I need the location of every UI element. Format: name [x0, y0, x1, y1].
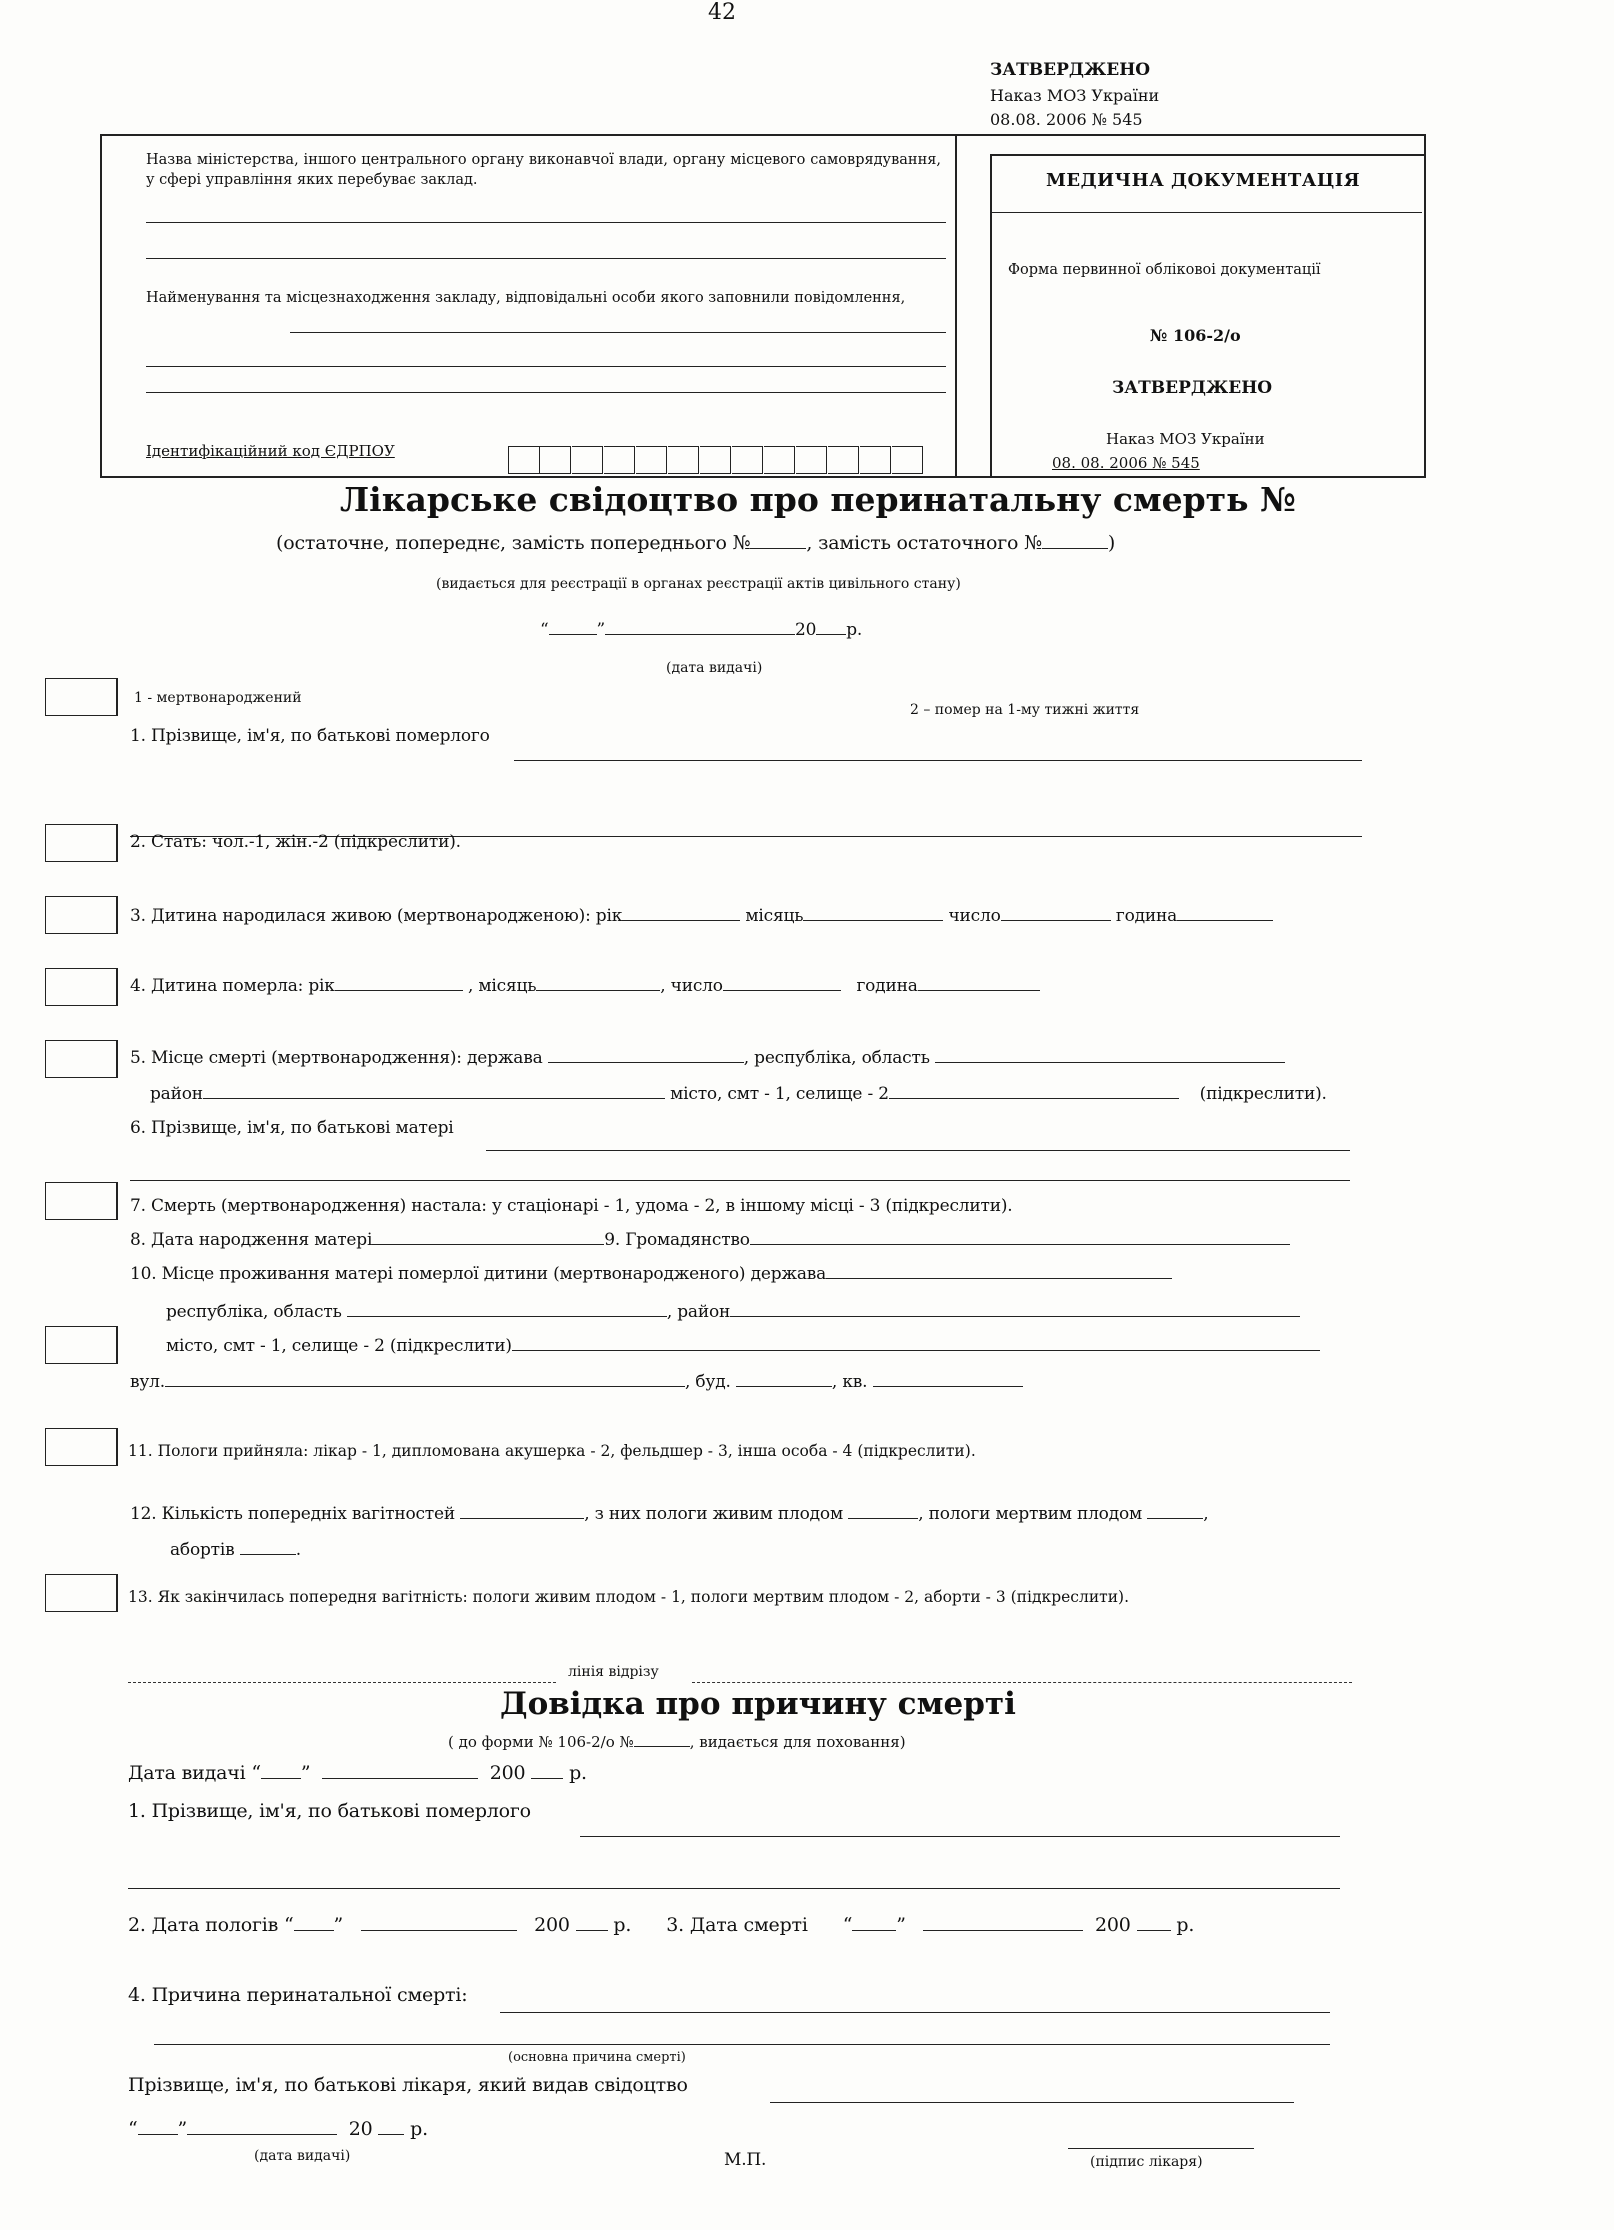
final-year-field[interactable] [378, 2120, 404, 2135]
code-box-4[interactable] [45, 968, 118, 1006]
apartment-field[interactable] [873, 1372, 1023, 1387]
field-4: 4. Дитина померла: рік , місяць , число година [130, 976, 1040, 996]
death-day-field-2[interactable] [852, 1916, 896, 1931]
edrpou-cell[interactable] [732, 446, 763, 474]
field-2-sex: 2. Стать: чол.-1, жін.-2 (підкреслити). [130, 832, 461, 852]
residence-country-field[interactable] [826, 1264, 1172, 1279]
code-box-11[interactable] [45, 1428, 118, 1466]
field-10-line-4: вул. , буд. , кв. [130, 1372, 1023, 1392]
field-13: 13. Як закінчилась попередня вагітність: пологи живим плодом - 1, пологи мертвим плодом - 2, аборти - 3 (підкреслити). [128, 1588, 1130, 1606]
mother-birthdate-field[interactable] [372, 1230, 604, 1245]
form-ref-number-field[interactable] [634, 1732, 690, 1747]
c2-field-4-line[interactable] [500, 2012, 1330, 2013]
code-box-5[interactable] [45, 1040, 118, 1078]
residence-district-field[interactable] [730, 1302, 1300, 1317]
institution-line-3[interactable] [146, 392, 946, 393]
doctor-line[interactable] [770, 2102, 1294, 2103]
cause-caption: (основна причина смерті) [508, 2050, 686, 2065]
residence-settlement-field[interactable] [512, 1336, 1320, 1351]
c2-issue-year-field[interactable] [531, 1764, 563, 1779]
c2-issue-day-field[interactable] [261, 1764, 301, 1779]
edrpou-cell[interactable] [636, 446, 667, 474]
final-number-field[interactable] [1042, 534, 1108, 549]
residence-region-field[interactable] [347, 1302, 667, 1317]
field-6-line-2[interactable] [130, 1180, 1350, 1181]
edrpou-cell[interactable] [572, 446, 603, 474]
ministry-label: Назва міністерства, іншого центрального органу виконавчої влади, органу місцевого самоврядування, у сфері управління яких перебуває заклад. [146, 152, 941, 188]
death-month-field[interactable] [536, 976, 660, 991]
delivery-day-field[interactable] [294, 1916, 334, 1931]
edrpou-cell[interactable] [604, 446, 635, 474]
certificate2-issue-date: Дата видачі “ ” 200 р. [128, 1762, 587, 1784]
died-first-week-option: 2 – помер на 1-му тижні життя [910, 702, 1140, 718]
approval-title: ЗАТВЕРДЖЕНО [990, 60, 1151, 80]
c2-field-1-line-2[interactable] [128, 1888, 1340, 1889]
edrpou-label: Ідентифікаційний код ЄДРПОУ [146, 442, 395, 460]
code-box-3[interactable] [45, 896, 118, 934]
signature-caption: (підпис лікаря) [1090, 2154, 1203, 2170]
citizenship-field[interactable] [750, 1230, 1290, 1245]
field-12-abortions: абортів . [170, 1540, 301, 1560]
right-order: Наказ МОЗ України [1106, 430, 1265, 448]
death-country-field[interactable] [548, 1048, 744, 1063]
previous-number-field[interactable] [750, 534, 806, 549]
institution-line-1[interactable] [290, 332, 946, 333]
c2-field-4-line-2[interactable] [154, 2044, 1330, 2045]
code-box-2[interactable] [45, 824, 118, 862]
edrpou-cell[interactable] [700, 446, 731, 474]
doctor-label: Прізвище, ім'я, по батькові лікаря, який видав свідоцтво [128, 2074, 688, 2096]
delivery-year-field[interactable] [576, 1916, 608, 1931]
certificate-title: Лікарське свідоцтво про перинатальну смерть № [340, 480, 1296, 519]
form-number: № 106-2/о [1150, 326, 1241, 345]
page-number: 42 [708, 0, 736, 25]
field-12: 12. Кількість попередніх вагітностей , з них пологи живим плодом , пологи мертвим плодом , [130, 1504, 1209, 1524]
cut-line-left [128, 1682, 556, 1683]
ministry-line-2[interactable] [146, 258, 946, 259]
form-label: Форма первинної обліковоі документації [1008, 262, 1321, 278]
street-field[interactable] [165, 1372, 685, 1387]
edrpou-cell[interactable] [796, 446, 827, 474]
death-region-field[interactable] [935, 1048, 1285, 1063]
code-box-13[interactable] [45, 1574, 118, 1612]
death-day-field[interactable] [723, 976, 841, 991]
c2-field-2: 2. Дата пологів “ ” 200 р. 3. Дата смерті “ ” 200 р. [128, 1914, 1195, 1936]
approval-order: Наказ МОЗ України [990, 86, 1160, 105]
delivery-month-field[interactable] [361, 1916, 517, 1931]
edrpou-cell[interactable] [892, 446, 923, 474]
issue-month-field[interactable] [605, 620, 795, 635]
final-month-field[interactable] [187, 2120, 337, 2135]
death-district-field[interactable] [203, 1084, 665, 1099]
field-10-line-3: місто, смт - 1, селище - 2 (підкреслити) [166, 1336, 1320, 1356]
institution-label: Найменування та місцезнаходження закладу, відповідальні особи якого заповнили повідомлення, [146, 290, 906, 306]
field-5-line-2: район місто, смт - 1, селище - 2 (підкреслити). [150, 1084, 1327, 1104]
header-right-box [990, 154, 1424, 476]
field-1-label: 1. Прізвище, ім'я, по батькові померлого [130, 726, 490, 746]
building-field[interactable] [736, 1372, 832, 1387]
death-month-field-2[interactable] [923, 1916, 1083, 1931]
field-6-line[interactable] [486, 1150, 1350, 1151]
subtitle-part-b: , замість остаточного № [806, 532, 1042, 554]
code-box-10[interactable] [45, 1326, 118, 1364]
header-divider [955, 134, 957, 476]
right-approved: ЗАТВЕРДЖЕНО [1112, 378, 1273, 398]
certificate2-title: Довідка про причину смерті [500, 1686, 1016, 1722]
cut-line-right [692, 1682, 1352, 1683]
code-box-1[interactable] [45, 678, 118, 716]
birth-month-field[interactable] [803, 906, 943, 921]
med-doc-label: МЕДИЧНА ДОКУМЕНТАЦІЯ [1046, 170, 1361, 191]
c2-field-1-line[interactable] [580, 1836, 1340, 1837]
header-right-rule [990, 212, 1422, 213]
ministry-line-1[interactable] [146, 222, 946, 223]
issue-day-field[interactable] [549, 620, 597, 635]
final-day-field[interactable] [138, 2120, 178, 2135]
edrpou-cell[interactable] [764, 446, 795, 474]
field-1-line[interactable] [514, 760, 1362, 761]
stamp-place: М.П. [724, 2150, 767, 2170]
certificate2-subtitle: ( до форми № 106-2/о № , видається для поховання) [448, 1733, 906, 1751]
stillborn-option: 1 - мертвонароджений [134, 690, 302, 706]
cut-line-label: лінія відрізу [568, 1664, 659, 1680]
field-5: 5. Місце смерті (мертвонародження): держава , республіка, область [130, 1048, 1285, 1068]
signature-line[interactable] [1068, 2148, 1254, 2149]
approval-date: 08.08. 2006 № 545 [990, 110, 1143, 129]
death-hour-field[interactable] [918, 976, 1040, 991]
death-year-field[interactable] [335, 976, 463, 991]
final-date-caption: (дата видачі) [254, 2148, 351, 2164]
edrpou-cell[interactable] [828, 446, 859, 474]
certificate-note: (видається для реєстрації в органах реєстрації актів цивільного стану) [436, 576, 961, 592]
code-box-7[interactable] [45, 1182, 118, 1220]
edrpou-cell[interactable] [540, 446, 571, 474]
c2-field-4-label: 4. Причина перинатальної смерті: [128, 1984, 468, 2006]
field-8-9: 8. Дата народження матері 9. Громадянство [130, 1230, 1290, 1250]
birth-year-field[interactable] [622, 906, 740, 921]
field-10-line-2: республіка, область , район [166, 1302, 1300, 1322]
stillbirths-field[interactable] [1147, 1504, 1203, 1519]
subtitle-part-a: (остаточне, попереднє, замість попереднього № [276, 532, 751, 554]
issue-date-caption: (дата видачі) [666, 660, 763, 676]
issue-date: “ ” 20 р. [540, 620, 863, 640]
previous-pregnancies-field[interactable] [460, 1504, 584, 1519]
institution-line-2[interactable] [146, 366, 946, 367]
death-settlement-field[interactable] [889, 1084, 1179, 1099]
birth-day-field[interactable] [1001, 906, 1111, 921]
subtitle-part-c: ) [1107, 532, 1116, 554]
live-births-field[interactable] [848, 1504, 918, 1519]
certificate-subtitle [276, 532, 1115, 554]
right-date: 08. 08. 2006 № 545 [1052, 454, 1200, 472]
edrpou-cell[interactable] [508, 446, 540, 474]
final-date: “ ” 20 р. [128, 2118, 428, 2140]
issue-year-field[interactable] [816, 620, 846, 635]
edrpou-cell[interactable] [860, 446, 891, 474]
edrpou-cell[interactable] [668, 446, 699, 474]
c2-issue-month-field[interactable] [322, 1764, 478, 1779]
field-11: 11. Пологи прийняла: лікар - 1, дипломована акушерка - 2, фельдшер - 3, інша особа - 4 (підкреслити). [128, 1442, 976, 1460]
c2-field-1-label: 1. Прізвище, ім'я, по батькові померлого [128, 1800, 531, 1822]
birth-hour-field[interactable] [1177, 906, 1273, 921]
field-7: 7. Смерть (мертвонародження) настала: у стаціонарі - 1, удома - 2, в іншому місці - 3 (підкреслити). [130, 1196, 1013, 1216]
field-6-label: 6. Прізвище, ім'я, по батькові матері [130, 1118, 454, 1138]
abortions-field[interactable] [240, 1540, 296, 1555]
death-year-field-2[interactable] [1137, 1916, 1171, 1931]
field-3: 3. Дитина народилася живою (мертвонародженою): рік місяць число година [130, 906, 1273, 926]
field-10: 10. Місце проживання матері померлої дитини (мертвонародженого) держава [130, 1264, 1172, 1284]
